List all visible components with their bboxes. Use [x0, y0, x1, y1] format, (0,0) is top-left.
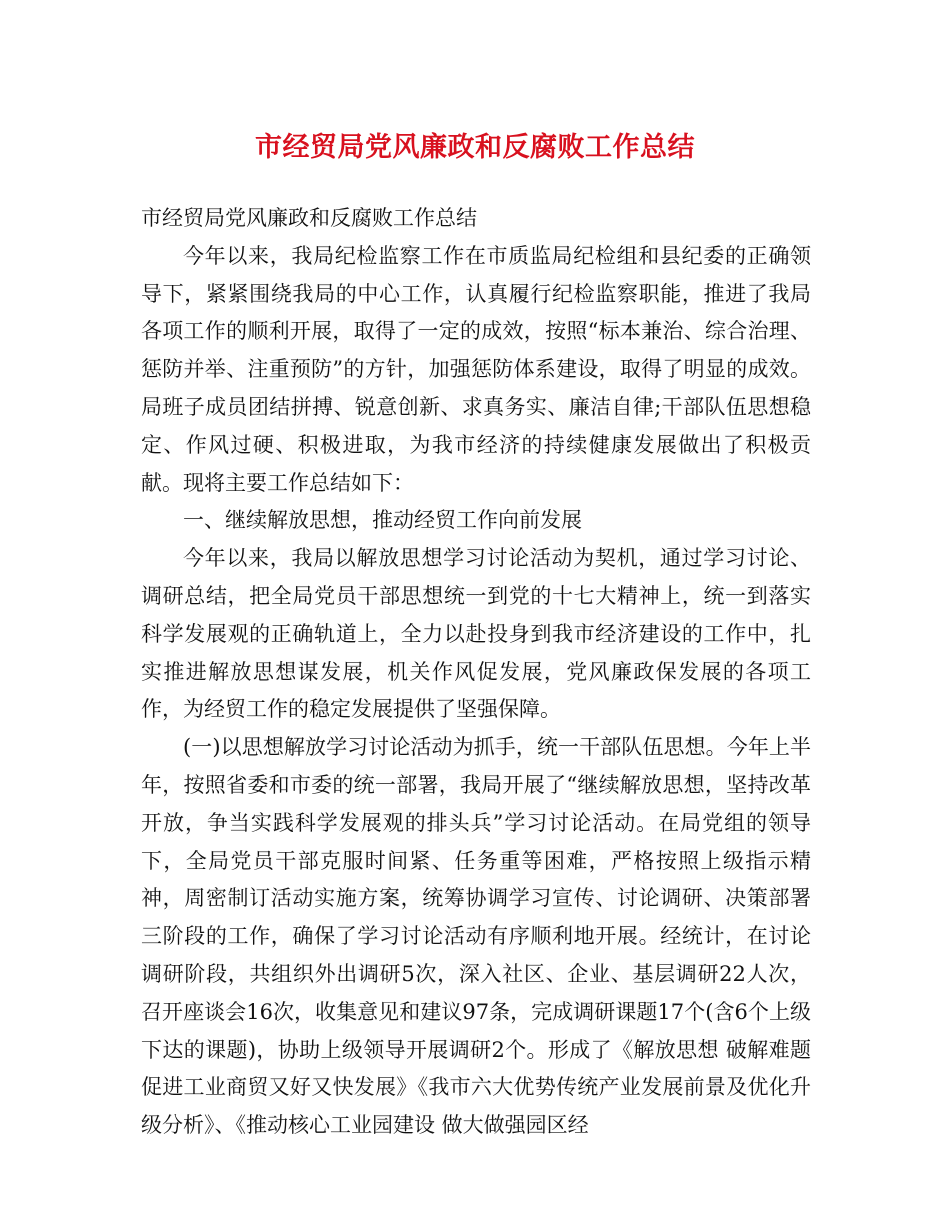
document-subtitle: 市经贸局党风廉政和反腐败工作总结 — [141, 206, 477, 230]
paragraph-section-1: 今年以来，我局以解放思想学习讨论活动为契机，通过学习讨论、调研总结，把全局党员干部思想统一到党的十七大精神上，统一到落实科学发展观的正确轨道上，全力以赴投身到我市经济建设的工作中，扎实推进解放思想谋发展，机关作风促发展，党风廉政保发展的各项工作，为经贸工作的稳定发展提供了坚强保障。 — [141, 546, 811, 722]
document-body — [141, 200, 811, 1145]
document-title: 市经贸局党风廉政和反腐败工作总结 — [255, 132, 695, 163]
section-heading-1: 一、继续解放思想，推动经贸工作向前发展 — [183, 508, 582, 533]
paragraph-intro: 今年以来，我局纪检监察工作在市质监局纪检组和县纪委的正确领导下，紧紧围绕我局的中心工作，认真履行纪检监察职能，推进了我局各项工作的顺利开展，取得了一定的成效，按照“标本兼治、综合治理、惩防并举、注重预防”的方针，加强惩防体系建设，取得了明显的成效。局班子成员团结拼搏、锐意创新、求真务实、廉洁自律;干部队伍思想稳定、作风过硬、积极进取，为我市经济的持续健康发展做出了积极贡献。现将主要工作总结如下： — [141, 243, 811, 495]
paragraph-subsection-1: (一)以思想解放学习讨论活动为抓手，统一干部队伍思想。今年上半年，按照省委和市委的统一部署，我局开展了“继续解放思想，坚持改革开放，争当实践科学发展观的排头兵”学习讨论活动。在局党组的领导下，全局党员干部克服时间紧、任务重等困难，严格按照上级指示精神，周密制订活动实施方案，统筹协调学习宣传、讨论调研、决策部署三阶段的工作，确保了学习讨论活动有序顺利地开展。经统计，在讨论调研阶段，共组织外出调研5次，深入社区、企业、基层调研22人次，召开座谈会16次，收集意见和建议97条，完成调研课题17个(含6个上级下达的课题)，协助上级领导开展调研2个。形成了《解放思想 破解难题 促进工业商贸又好又快发展》《我市六大优势传统产业发展前景及优化升级分析》、《推动核心工业园建设 做大做强园区经 — [141, 735, 811, 1138]
